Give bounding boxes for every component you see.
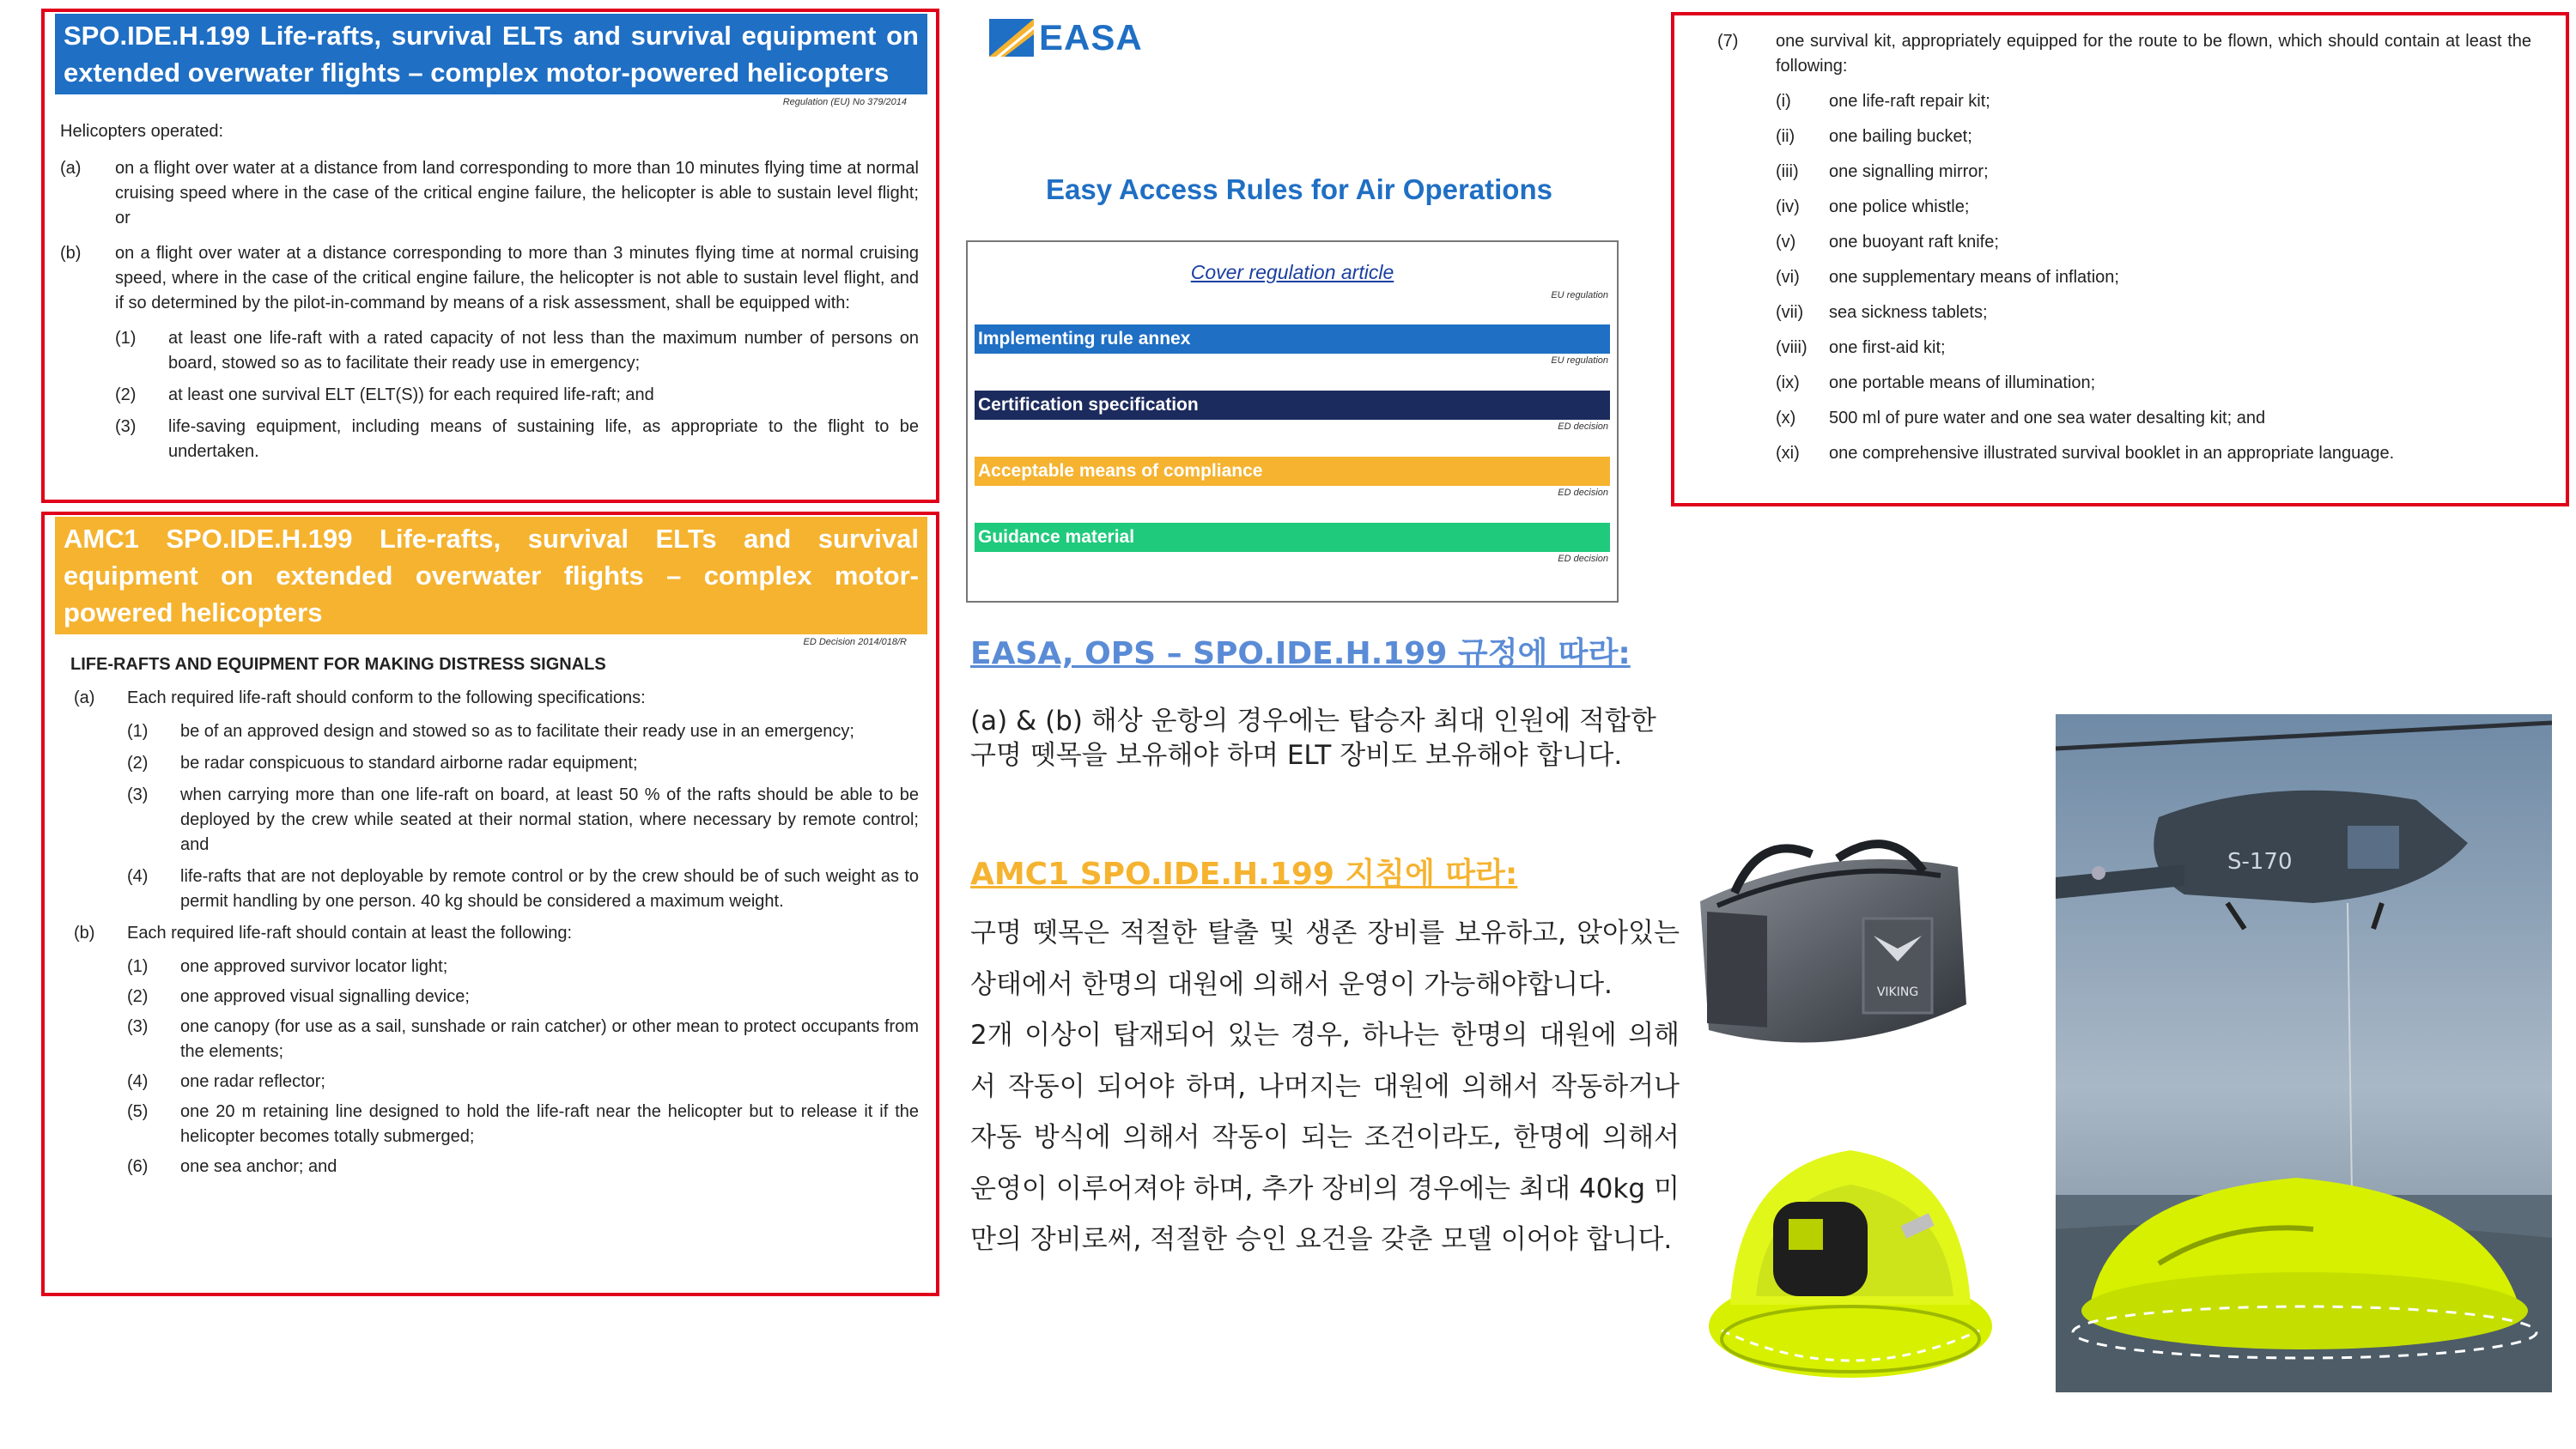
amc-title: AMC1 SPO.IDE.H.199 Life-rafts, survival ELTs and survival equipment on extended overwater flights – complex motor-powered helicopters [55, 517, 927, 634]
easa-bar-1: Implementing rule annex [975, 324, 1610, 354]
kit-sub-item: (v) one buoyant raft knife; [1776, 233, 1999, 252]
kit-item-7: (7) one survival kit, appropriately equipped for the route to be flown, which should contain at least the following: [1717, 32, 2531, 76]
korean-heading-1: EASA, OPS – SPO.IDE.H.199 규정에 따라: [970, 636, 1631, 671]
spo-regulation-box [41, 9, 939, 503]
amc-a-sub-item: (1) be of an approved design and stowed so as to facilitate their ready use in an emergency; [127, 722, 854, 741]
kit-sub-item: (iv) one police whistle; [1776, 197, 1970, 216]
kit-sub-item: (ii) one bailing bucket; [1776, 127, 1972, 146]
kit-sub-item: (ix) one portable means of illumination; [1776, 373, 2096, 392]
amc-a-sub-item: (2) be radar conspicuous to standard airborne radar equipment; [127, 754, 638, 773]
amc-b-sub-item: (1) one approved survivor locator light; [127, 957, 448, 976]
helicopter-deploy-photo [2056, 714, 2552, 1392]
amc-a-sub-item: (3) when carrying more than one life-raft on board, at least 50 % of the rafts should be able to be deployed by the crew while seated at their normal station, where necessary by remote control; and [127, 785, 919, 854]
spo-intro: Helicopters operated: [60, 122, 224, 141]
spo-item-a: (a) on a flight over water at a distance from land corresponding to more than 10 minutes flying time at normal cruising speed where in the case of the critical engine failure, the helicopter is able to sustain level flight; or [60, 159, 919, 227]
spo-sub-item: (2) at least one survival ELT (ELT(S)) for each required life-raft; and [115, 385, 654, 404]
kit-sub-item: (vii) sea sickness tablets; [1776, 303, 1988, 322]
amc-b-sub-item: (5) one 20 m retaining line designed to hold the life-raft near the helicopter but to release it if the helicopter becomes totally submerged; [127, 1102, 919, 1146]
amc-b-sub-item: (3) one canopy (for use as a sail, sunshade or rain catcher) or other mean to protect occupants from the elements; [127, 1017, 919, 1061]
easa-logo-icon [987, 15, 1036, 60]
easa-bar-2: Certification specification [975, 391, 1610, 420]
spo-item-b: (b) on a flight over water at a distance corresponding to more than 3 minutes flying time at normal cruising speed, where in the case of the critical engine failure, the helicopter is not able to sustain level flight, and if so determined by the pilot-in-command by means of a risk assessment, shall be equipped with: [60, 244, 919, 312]
survival-bag-photo [1683, 807, 1975, 1082]
easa-bar-caption: EU regulation [1551, 355, 1608, 366]
kit-sub-item: (x) 500 ml of pure water and one sea water desalting kit; and [1776, 409, 2266, 427]
spo-sub-item: (1) at least one life-raft with a rated capacity of not less than the maximum number of persons on board, stowed so as to facilitate their ready use in emergency; [115, 329, 919, 373]
amc-b-sub-items [127, 955, 919, 1179]
kit-sub-item: (i) one life-raft repair kit; [1776, 92, 1990, 111]
korean-heading-2: AMC1 SPO.IDE.H.199 지침에 따라: [970, 857, 1518, 892]
amc-regulation-ref: ED Decision 2014/018/R [803, 637, 907, 647]
kit-sub-item: (viii) one first-aid kit; [1776, 338, 1946, 357]
kit-sub-item: (xi) one comprehensive illustrated survival booklet in an appropriate language. [1776, 444, 2395, 463]
cover-regulation-link[interactable]: Cover regulation article [1190, 261, 1394, 283]
cover-caption: EU regulation [1551, 290, 1608, 300]
amc-b-sub-item: (2) one approved visual signalling device; [127, 987, 470, 1006]
bag-brand-label: VIKING [1876, 985, 1919, 999]
survival-kit-box [1671, 12, 2569, 506]
easa-bar-3: Acceptable means of compliance [975, 457, 1610, 486]
amc-guidance-box [41, 512, 939, 1296]
kit-sub-items [1776, 89, 2531, 466]
amc-a-sub-items [127, 719, 919, 914]
spo-regulation-ref: Regulation (EU) No 379/2014 [782, 97, 907, 107]
life-raft-photo [1704, 1133, 1996, 1391]
easa-logo: EASA [987, 15, 1143, 60]
korean-paragraph-2: 구명 뗏목은 적절한 탈출 및 생존 장비를 보유하고, 앉아있는 상태에서 한명의 대원에 의해서 운영이 가능해야합니다. 2개 이상이 탑재되어 있는 경우, 하나는 한명의 대원에 의해서 작동이 되어야 하며, 나머지는 대원에 의해서 작동하거나 자동 방식에 의해서 작동이 되는 조건이라도, 한명에 의해서 운영이 이루어져야 하며, 추가 장비의 경우에는 최대 40kg 미만의 장비로써, 적절한 승인 요건을 갖춘 모델 이어야 합니다. [970, 918, 1680, 1255]
kit-sub-item: (iii) one signalling mirror; [1776, 162, 1989, 181]
helicopter-code: S-170 [2227, 849, 2293, 875]
kit-sub-item: (vi) one supplementary means of inflation; [1776, 268, 2119, 287]
amc-b-sub-item: (4) one radar reflector; [127, 1072, 325, 1091]
easa-rules-title: Easy Access Rules for Air Operations [1046, 173, 1552, 205]
amc-a-sub-item: (4) life-rafts that are not deployable by remote control or by the crew should be of such weight as to permit handling by one person. 40 kg should be considered a maximum weight. [127, 867, 919, 911]
amc-item-a: (a) Each required life-raft should conform to the following specifications: [74, 688, 646, 707]
amc-item-b: (b) Each required life-raft should contain at least the following: [74, 924, 573, 943]
easa-structure-diagram [966, 240, 1619, 603]
korean-paragraph-1: (a) & (b) 해상 운항의 경우에는 탑승자 최대 인원에 적합한 구명 뗏목을 보유해야 하며 ELT 장비도 보유해야 합니다. [970, 706, 1656, 771]
spo-title: SPO.IDE.H.199 Life-rafts, survival ELTs and survival equipment on extended overwater flights – complex motor-powered helicopters [55, 14, 927, 94]
easa-bar-caption: ED decision [1558, 554, 1608, 564]
easa-bar-caption: ED decision [1558, 421, 1608, 432]
spo-sub-item: (3) life-saving equipment, including means of sustaining life, as appropriate to the flight to be undertaken. [115, 417, 919, 461]
easa-bar-4: Guidance material [975, 523, 1610, 552]
spo-sub-items [115, 326, 919, 464]
easa-bar-caption: ED decision [1558, 488, 1608, 498]
amc-b-sub-item: (6) one sea anchor; and [127, 1157, 337, 1176]
amc-subtitle: LIFE-RAFTS AND EQUIPMENT FOR MAKING DISTRESS SIGNALS [70, 655, 606, 674]
